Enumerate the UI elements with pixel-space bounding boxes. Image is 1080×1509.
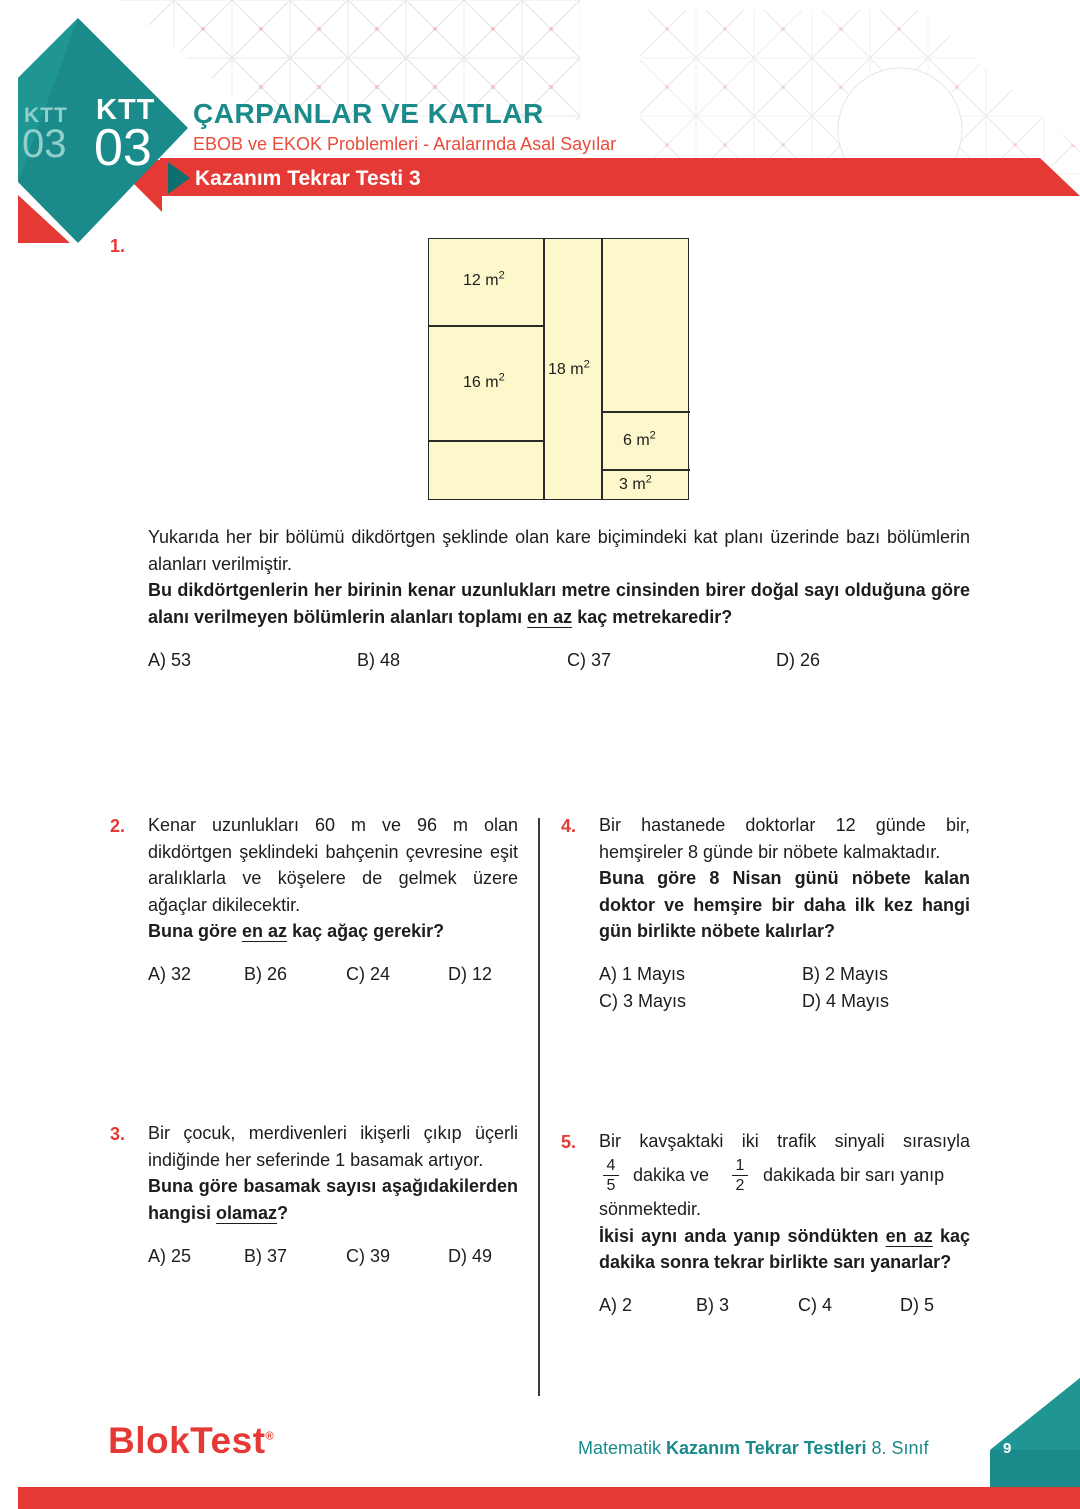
- question-number: 1.: [110, 236, 126, 256]
- question-2-text: Kenar uzunlukları 60 m ve 96 m olan dikdörtgen şeklindeki bahçenin çevresine eşit aralıklarla ve köşelere de gelmek üzere ağaçlar dikilecektir. Buna göre en az kaç ağaç gerekir?: [148, 815, 518, 941]
- option-d[interactable]: D) 26: [776, 650, 821, 670]
- option-c[interactable]: C) 39: [346, 1246, 391, 1266]
- option-d[interactable]: D) 4 Mayıs: [802, 991, 890, 1011]
- area-label-16: 16 $m^2$: [463, 371, 505, 391]
- option-a[interactable]: A) 32: [148, 964, 192, 984]
- question-4-text: Bir hastanede doktorlar 12 günde bir, hemşireler 8 günde bir nöbete kalmaktadır. Buna göre 8 Nisan günü nöbete kalan doktor ve hemşire bir daha ilk kez hangi gün birlikte nöbete kalırlar?: [599, 815, 970, 941]
- option-b[interactable]: B) 2 Mayıs: [802, 964, 889, 984]
- unit-title: ÇARPANLAR VE KATLAR: [193, 98, 544, 129]
- ktt-label: KTT: [96, 94, 156, 126]
- footer-series: Matematik Kazanım Tekrar Testleri 8. Sınıf: [578, 1438, 929, 1458]
- option-d[interactable]: D) 49: [448, 1246, 493, 1266]
- bloktest-logo: BlokTest®: [108, 1420, 275, 1461]
- question-number: 4.: [561, 816, 577, 836]
- option-a[interactable]: A) 2: [599, 1295, 633, 1315]
- question-number: 5.: [561, 1132, 577, 1152]
- header-decoration: [0, 0, 1080, 260]
- question-number: 2.: [110, 816, 126, 836]
- question-5-text-4: sönmektedir. İkisi aynı anda yanıp söndükten en az kaç dakika sonra tekrar birlikte sarı yanarlar?: [599, 1199, 970, 1272]
- question-5-line-1: Bir kavşaktaki iki trafik sinyali sırasıyla: [599, 1131, 970, 1151]
- fraction-one-half: 1 2: [732, 1157, 748, 1194]
- option-b[interactable]: B) 48: [357, 650, 401, 670]
- column-divider: [538, 818, 540, 1396]
- option-d[interactable]: D) 12: [448, 964, 493, 984]
- question-3-text: Bir çocuk, merdivenleri ikişerli çıkıp üçerli indiğinde her seferinde 1 basamak artıyor. Buna göre basamak sayısı aşağıdakilerden hangisi olamaz?: [148, 1123, 518, 1223]
- ktt-label-small: KTT: [24, 104, 68, 127]
- option-b[interactable]: B) 26: [244, 964, 288, 984]
- option-c[interactable]: C) 24: [346, 964, 391, 984]
- option-a[interactable]: A) 1 Mayıs: [599, 964, 686, 984]
- area-label-6: 6 $m^2$: [623, 429, 656, 449]
- page-number: 9: [1003, 1440, 1012, 1457]
- question-5-text-3: dakikada bir sarı yanıp: [763, 1165, 945, 1185]
- option-a[interactable]: A) 25: [148, 1246, 192, 1266]
- option-c[interactable]: C) 37: [567, 650, 612, 670]
- area-label-12: 12 $m^2$: [463, 269, 505, 289]
- option-b[interactable]: B) 3: [696, 1295, 730, 1315]
- fraction-four-fifths: 4 5: [603, 1157, 619, 1194]
- question-5-text-2: dakika ve: [633, 1165, 710, 1185]
- test-title: Kazanım Tekrar Testi 3: [195, 167, 421, 190]
- test-number-small: 03: [22, 122, 67, 166]
- option-d[interactable]: D) 5: [900, 1295, 935, 1315]
- option-a[interactable]: A) 53: [148, 650, 192, 670]
- unit-subtitle: EBOB ve EKOK Problemleri - Aralarında Asal Sayılar: [193, 134, 617, 154]
- option-c[interactable]: C) 4: [798, 1295, 833, 1315]
- floor-plan-figure: [428, 238, 689, 500]
- option-c[interactable]: C) 3 Mayıs: [599, 991, 687, 1011]
- area-label-18: 18 $m^2$: [548, 358, 590, 378]
- question-1-text: Yukarıda her bir bölümü dikdörtgen şeklinde olan kare biçimindeki kat planı üzerinde bazı bölümlerin alanları verilmiştir. Bu dikdörtgenlerin her birinin kenar uzunlukları metre cinsinden birer doğal sayı olduğuna göre alanı verilmeyen bölümlerin alanları toplamı en az kaç metrekaredir?: [148, 527, 970, 627]
- test-number: 03: [94, 119, 152, 177]
- question-number: 3.: [110, 1124, 126, 1144]
- area-label-3: 3 $m^2$: [619, 473, 652, 493]
- option-b[interactable]: B) 37: [244, 1246, 288, 1266]
